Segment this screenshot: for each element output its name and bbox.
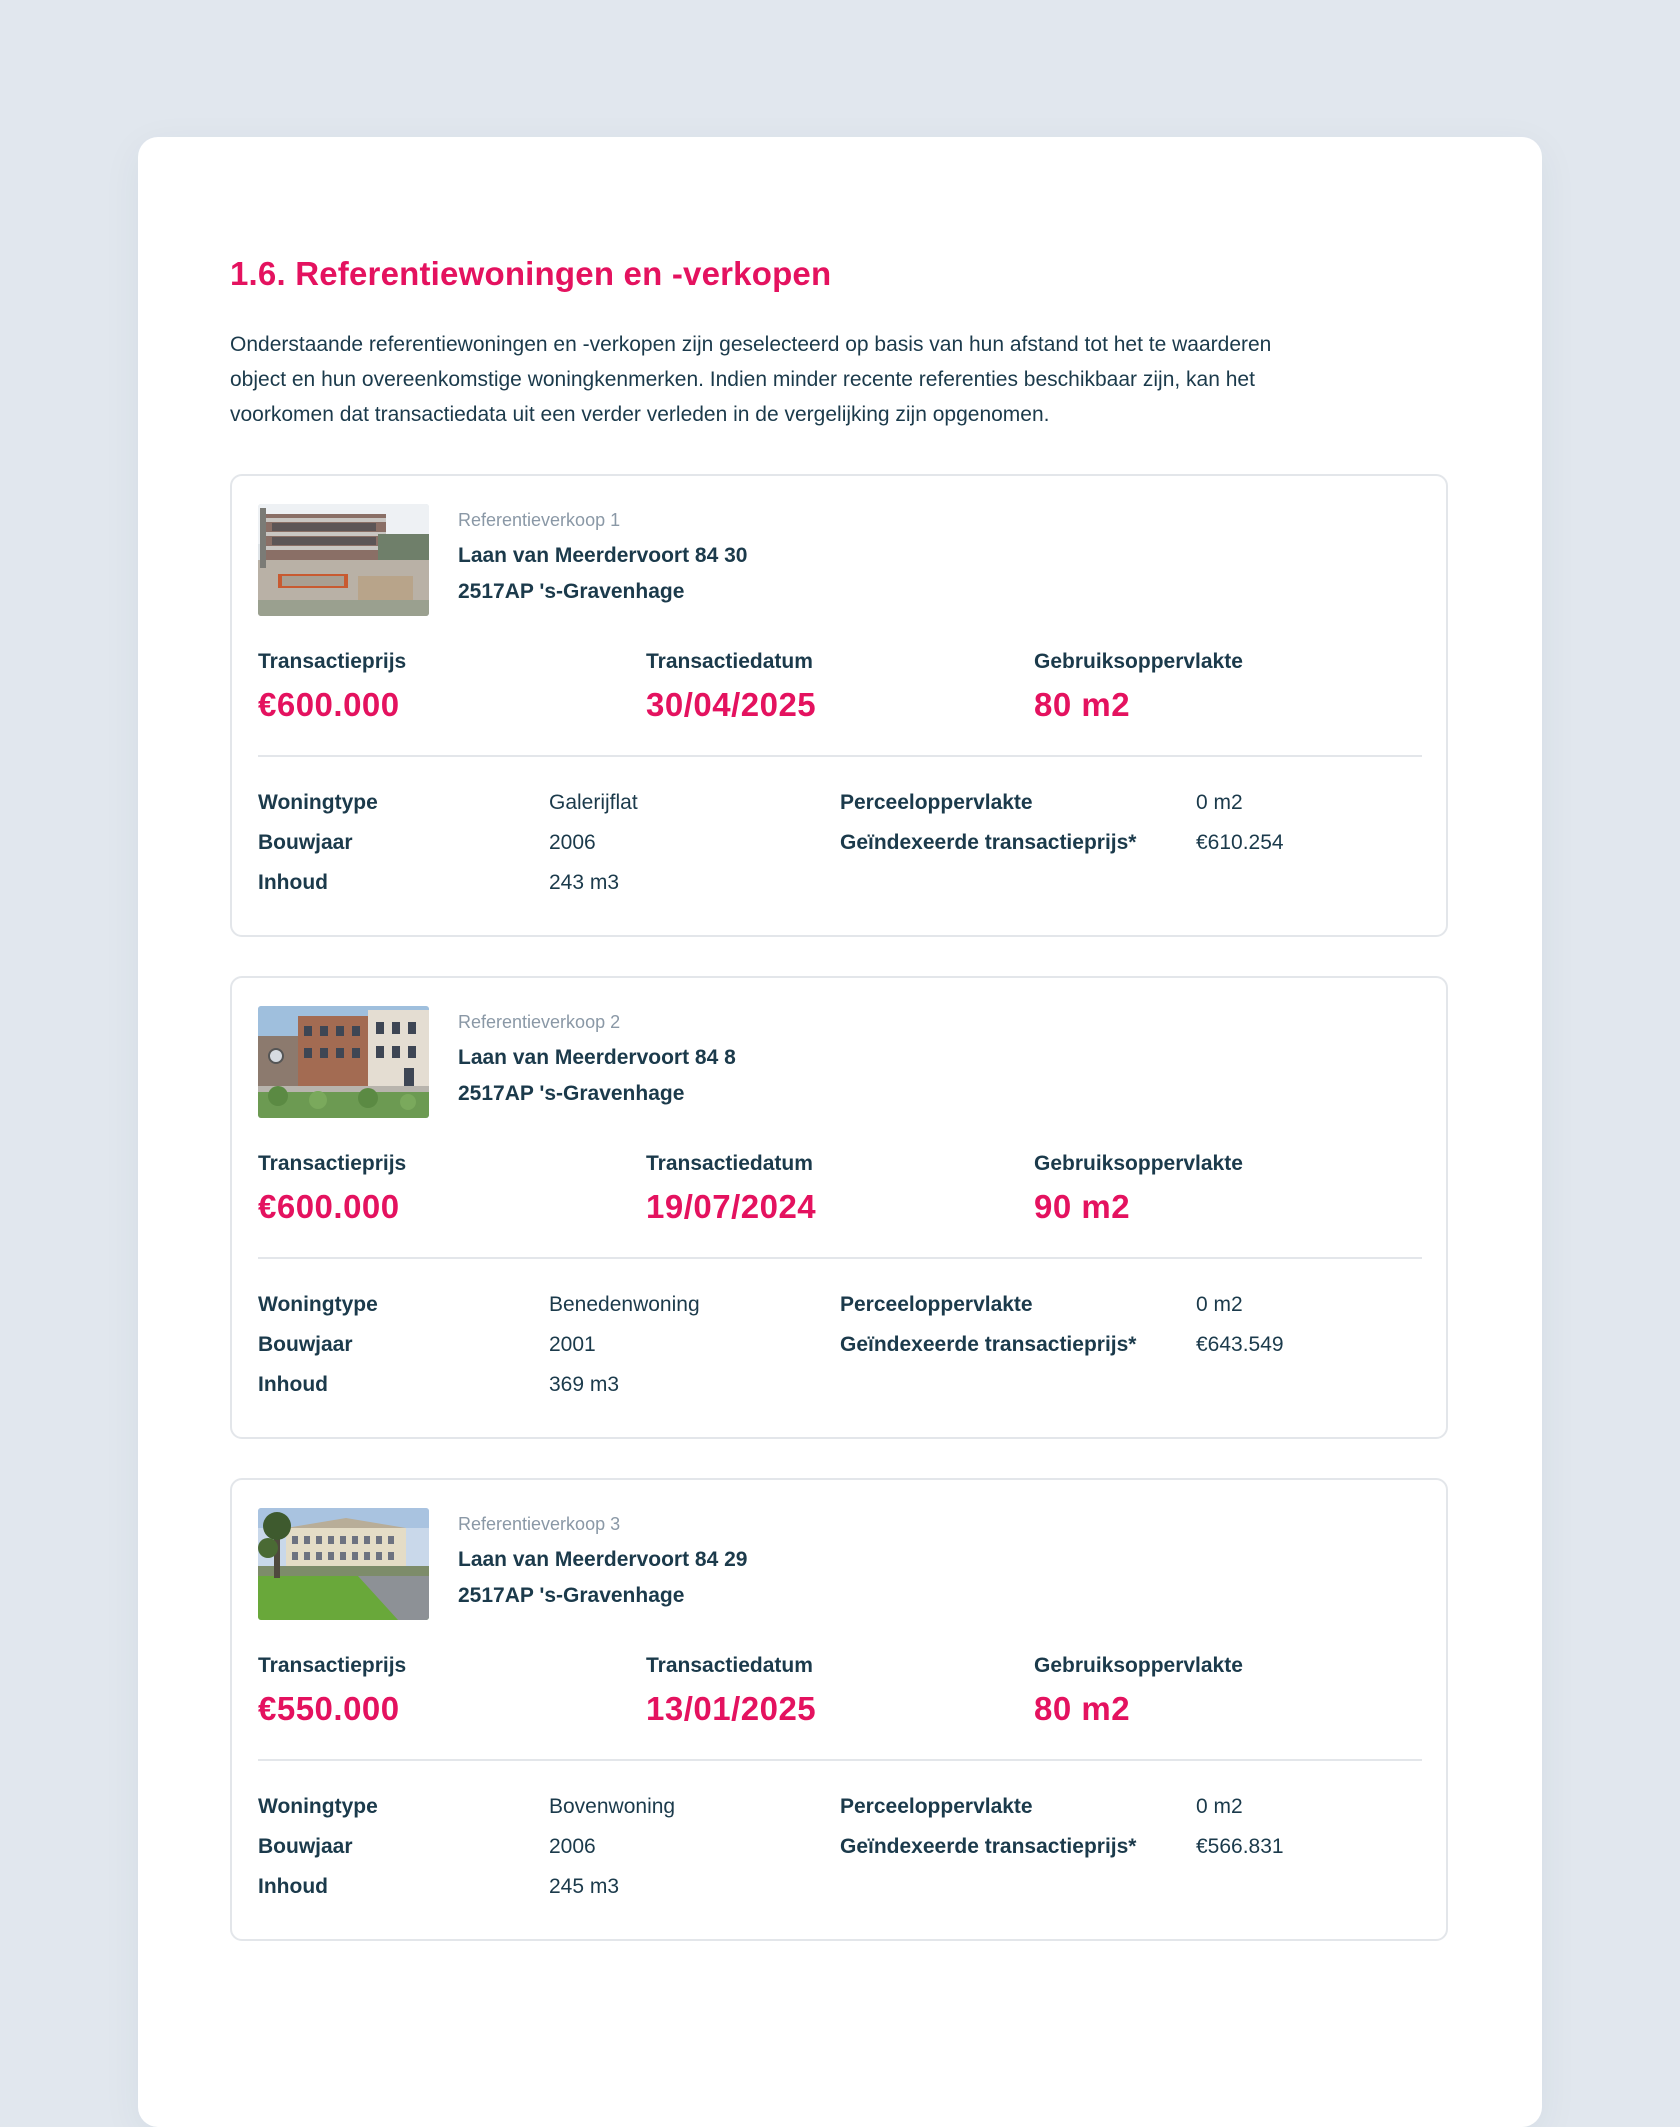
volume-value: 243 m3 bbox=[549, 871, 620, 894]
reference-card-1 bbox=[230, 474, 1448, 937]
date-label: Transactiedatum bbox=[646, 1152, 813, 1175]
type-label: Woningtype bbox=[258, 1795, 378, 1818]
year-label: Bouwjaar bbox=[258, 831, 353, 854]
date-label: Transactiedatum bbox=[646, 650, 813, 673]
indexed-price-label: Geïndexeerde transactieprijs* bbox=[840, 831, 1137, 854]
divider bbox=[258, 1759, 1422, 1761]
date-label: Transactiedatum bbox=[646, 1654, 813, 1677]
reference-label: Referentieverkoop 3 bbox=[458, 1514, 621, 1534]
type-value: Bovenwoning bbox=[549, 1795, 676, 1818]
year-value: 2006 bbox=[549, 831, 596, 854]
property-photo-image bbox=[258, 1508, 429, 1620]
price-value: €600.000 bbox=[258, 1188, 400, 1225]
indexed-price-label: Geïndexeerde transactieprijs* bbox=[840, 1333, 1137, 1356]
date-value: 30/04/2025 bbox=[646, 686, 817, 723]
property-photo bbox=[258, 1508, 429, 1620]
price-metric bbox=[258, 1654, 406, 1728]
reference-label: Referentieverkoop 2 bbox=[458, 1012, 621, 1032]
price-label: Transactieprijs bbox=[258, 1152, 407, 1175]
indexed-price-value: €610.254 bbox=[1196, 831, 1284, 854]
area-metric bbox=[1034, 650, 1243, 724]
reference-street: Laan van Meerdervoort 84 30 bbox=[458, 544, 748, 567]
reference-city: 2517AP 's-Gravenhage bbox=[458, 1082, 685, 1105]
reference-card-3 bbox=[230, 1478, 1448, 1941]
indexed-price-value: €566.831 bbox=[1196, 1835, 1284, 1858]
date-metric bbox=[646, 1152, 816, 1226]
property-photo-image bbox=[258, 504, 429, 616]
plot-label: Perceeloppervlakte bbox=[840, 1795, 1033, 1818]
date-value: 19/07/2024 bbox=[646, 1188, 817, 1225]
price-label: Transactieprijs bbox=[258, 650, 407, 673]
date-metric bbox=[646, 1654, 816, 1728]
plot-label: Perceeloppervlakte bbox=[840, 791, 1033, 814]
price-label: Transactieprijs bbox=[258, 1654, 407, 1677]
indexed-price-label: Geïndexeerde transactieprijs* bbox=[840, 1835, 1137, 1858]
price-value: €550.000 bbox=[258, 1690, 400, 1727]
area-label: Gebruiksoppervlakte bbox=[1034, 650, 1243, 673]
intro-line: Onderstaande referentiewoningen en -verkopen zijn geselecteerd op basis van hun afstand tot het te waarderen bbox=[230, 333, 1272, 356]
type-value: Benedenwoning bbox=[549, 1293, 700, 1316]
reference-city: 2517AP 's-Gravenhage bbox=[458, 1584, 685, 1607]
year-value: 2001 bbox=[549, 1333, 596, 1356]
indexed-price-value: €643.549 bbox=[1196, 1333, 1284, 1356]
volume-label: Inhoud bbox=[258, 1875, 328, 1898]
type-value: Galerijflat bbox=[549, 791, 638, 814]
price-metric bbox=[258, 650, 406, 724]
plot-value: 0 m2 bbox=[1196, 1293, 1243, 1316]
date-value: 13/01/2025 bbox=[646, 1690, 817, 1727]
intro-line: object en hun overeenkomstige woningkenmerken. Indien minder recente referenties beschikbaar zijn, kan het bbox=[230, 368, 1255, 391]
type-label: Woningtype bbox=[258, 791, 378, 814]
area-label: Gebruiksoppervlakte bbox=[1034, 1152, 1243, 1175]
property-photo bbox=[258, 1006, 429, 1118]
volume-value: 369 m3 bbox=[549, 1373, 620, 1396]
area-value: 80 m2 bbox=[1034, 1690, 1131, 1727]
section-title: 1.6. Referentiewoningen en -verkopen bbox=[230, 255, 832, 292]
divider bbox=[258, 755, 1422, 757]
volume-label: Inhoud bbox=[258, 1373, 328, 1396]
price-metric bbox=[258, 1152, 406, 1226]
reference-card-2 bbox=[230, 976, 1448, 1439]
reference-label: Referentieverkoop 1 bbox=[458, 510, 621, 530]
area-value: 90 m2 bbox=[1034, 1188, 1131, 1225]
year-value: 2006 bbox=[549, 1835, 596, 1858]
divider bbox=[258, 1257, 1422, 1259]
price-value: €600.000 bbox=[258, 686, 400, 723]
reference-street: Laan van Meerdervoort 84 29 bbox=[458, 1548, 748, 1571]
plot-label: Perceeloppervlakte bbox=[840, 1293, 1033, 1316]
type-label: Woningtype bbox=[258, 1293, 378, 1316]
property-photo-image bbox=[258, 1006, 429, 1118]
area-value: 80 m2 bbox=[1034, 686, 1131, 723]
year-label: Bouwjaar bbox=[258, 1835, 353, 1858]
report-page bbox=[138, 137, 1542, 2127]
volume-label: Inhoud bbox=[258, 871, 328, 894]
intro-line: voorkomen dat transactiedata uit een verder verleden in de vergelijking zijn opgenomen. bbox=[230, 403, 1050, 426]
volume-value: 245 m3 bbox=[549, 1875, 620, 1898]
area-label: Gebruiksoppervlakte bbox=[1034, 1654, 1243, 1677]
reference-city: 2517AP 's-Gravenhage bbox=[458, 580, 685, 603]
reference-street: Laan van Meerdervoort 84 8 bbox=[458, 1046, 736, 1069]
property-photo bbox=[258, 504, 429, 616]
intro-paragraph bbox=[230, 327, 1460, 432]
date-metric bbox=[646, 650, 816, 724]
area-metric bbox=[1034, 1654, 1243, 1728]
year-label: Bouwjaar bbox=[258, 1333, 353, 1356]
plot-value: 0 m2 bbox=[1196, 791, 1243, 814]
area-metric bbox=[1034, 1152, 1243, 1226]
plot-value: 0 m2 bbox=[1196, 1795, 1243, 1818]
